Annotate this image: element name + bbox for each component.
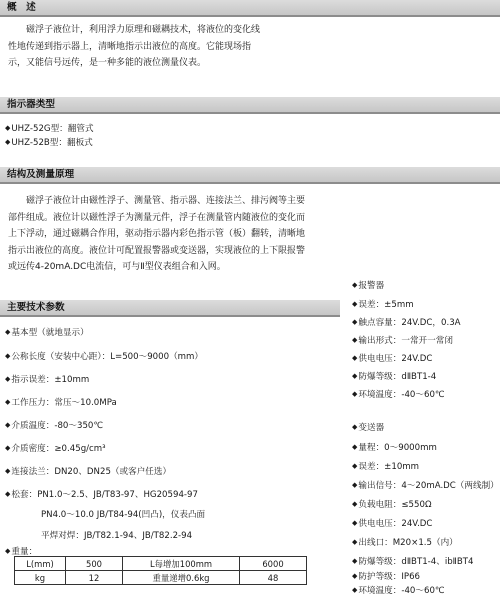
transmitter-heading: ◆变送器: [352, 423, 385, 433]
section-header-indicator-types: [0, 97, 500, 114]
bullet-icon: ◆: [352, 572, 358, 580]
bullet-icon: ◆: [5, 490, 11, 498]
table-row: [15, 557, 307, 571]
structure-line: 部件组成。液位计以磁性浮子为测量元件，浮子在测量管内随液位的变化而: [8, 212, 306, 223]
spec-bolt-line2: PN4.0～10.0 JB/T84-94(凹凸)，仪表凸面: [41, 510, 206, 520]
transmitter-item: ◆量程：0～9000mm: [352, 443, 437, 453]
bullet-icon: ◆: [5, 398, 11, 406]
section-header-specs: [0, 300, 340, 317]
bullet-icon: ◆: [352, 586, 358, 594]
overview-line: 磁浮子液位计，利用浮力原理和磁耦技术，将液位的变化线: [8, 25, 261, 35]
bullet-icon: ◆: [5, 352, 11, 360]
bullet-icon: ◆: [352, 481, 358, 489]
transmitter-item: ◆输出信号：4～20mA.DC（两线制）: [352, 481, 499, 491]
bullet-icon: ◆: [5, 124, 11, 132]
bullet-icon: ◆: [352, 462, 358, 470]
alarm-item: ◆防爆等级：dⅡBT1-4: [352, 372, 437, 382]
bullet-icon: ◆: [352, 557, 358, 565]
indicator-type-item: ◆UHZ-52B型：翻板式: [5, 138, 93, 148]
transmitter-item: ◆环境温度：-40～60℃: [352, 586, 445, 596]
spec-item: ◆工作压力：常压～10.0MPa: [5, 398, 117, 408]
spec-basic-type: ◆基本型（就地显示）: [5, 328, 89, 338]
spec-item: ◆介质密度：≥0.45g/cm³: [5, 444, 106, 454]
bullet-icon: ◆: [352, 500, 358, 508]
alarm-item: ◆误差：±5mm: [352, 300, 414, 310]
bullet-icon: ◆: [5, 328, 11, 336]
overview-line: 性地传递到指示器上，清晰地指示出液位的高度。它能现场指: [8, 41, 252, 52]
section-header-structure: [0, 167, 500, 184]
bullet-icon: ◆: [352, 423, 358, 431]
spec-item: ◆介质温度：-80～350℃: [5, 421, 104, 431]
table-cell: 48: [240, 571, 307, 585]
spec-weight-label: ◆重量：: [5, 547, 38, 557]
bullet-icon: ◆: [352, 372, 358, 380]
spec-bolt-flat: 平焊对焊：JB/T82.1-94、JB/T82.2-94: [41, 531, 193, 541]
section-title-structure: 结构及测量原理: [7, 169, 75, 180]
transmitter-item: ◆防护等级：IP66: [352, 572, 421, 582]
bullet-icon: ◆: [352, 390, 358, 398]
table-cell: 500: [66, 557, 123, 571]
section-title-specs: 主要技术参数: [7, 302, 65, 313]
section-title-overview: 概 述: [7, 2, 36, 13]
table-cell: L每增加100mm: [123, 557, 240, 571]
alarm-heading: ◆报警器: [352, 281, 385, 291]
structure-line: 磁浮子液位计由磁性浮子、测量管、指示器、连接法兰、排污阀等主要: [8, 196, 306, 206]
alarm-item: ◆输出形式：一常开一常闭: [352, 336, 453, 346]
alarm-item: ◆触点容量：24V.DC，0.3A: [352, 318, 461, 328]
transmitter-item: ◆出线口：M20×1.5（内）: [352, 538, 458, 548]
structure-paragraph: [8, 193, 488, 276]
spec-bolt-line1: ◆松套：PN1.0～2.5、JB/T83-97、HG20594-97: [5, 490, 198, 500]
overview-paragraph: [8, 22, 488, 72]
bullet-icon: ◆: [352, 336, 358, 344]
section-title-indicator-types: 指示器类型: [7, 99, 55, 110]
table-cell: kg: [15, 571, 66, 585]
bullet-icon: ◆: [5, 444, 11, 452]
section-header-overview: [0, 0, 500, 17]
table-cell: 12: [66, 571, 123, 585]
table-row: [15, 571, 307, 585]
table-cell: 重量递增0.6kg: [123, 571, 240, 585]
spec-item: ◆指示误差：±10mm: [5, 375, 90, 385]
weight-table: [14, 556, 307, 585]
indicator-type-item: ◆UHZ-52G型：翻管式: [5, 124, 94, 134]
table-cell: L(mm): [15, 557, 66, 571]
bullet-icon: ◆: [5, 547, 11, 555]
alarm-item: ◆环境温度：-40～60℃: [352, 390, 445, 400]
bullet-icon: ◆: [352, 354, 358, 362]
overview-line: 示，又能信号远传，是一种多能的液位测量仪表。: [8, 58, 207, 68]
spec-item: ◆公称长度（安装中心距）：L=500～9000（mm）: [5, 352, 204, 362]
bullet-icon: ◆: [352, 538, 358, 546]
structure-line: 指示出液位的高度。液位计可配置报警器或变送器，实现液位的上下限报警: [8, 245, 306, 256]
bullet-icon: ◆: [352, 281, 358, 289]
transmitter-item: ◆负载电阻：≤550Ω: [352, 500, 432, 510]
transmitter-item: ◆误差：±10mm: [352, 462, 420, 472]
bullet-icon: ◆: [5, 467, 11, 475]
transmitter-item: ◆防爆等级：dⅡBT1-4、ibⅡBT4: [352, 557, 474, 567]
bullet-icon: ◆: [5, 138, 11, 146]
table-cell: 6000: [240, 557, 307, 571]
bullet-icon: ◆: [352, 318, 358, 326]
spec-item: ◆连接法兰：DN20、DN25（或客户任选）: [5, 467, 172, 477]
transmitter-item: ◆供电电压：24V.DC: [352, 519, 433, 529]
structure-line: 上下浮动，通过磁耦合作用，驱动指示器内彩色指示管（板）翻转，清晰地: [8, 229, 306, 239]
bullet-icon: ◆: [5, 375, 11, 383]
bullet-icon: ◆: [5, 421, 11, 429]
alarm-item: ◆供电电压：24V.DC: [352, 354, 433, 364]
structure-line: 或远传4-20mA.DC电流信，可与Ⅱ型仪表组合和入网。: [8, 262, 226, 272]
bullet-icon: ◆: [352, 519, 358, 527]
bullet-icon: ◆: [352, 443, 358, 451]
bullet-icon: ◆: [352, 300, 358, 308]
